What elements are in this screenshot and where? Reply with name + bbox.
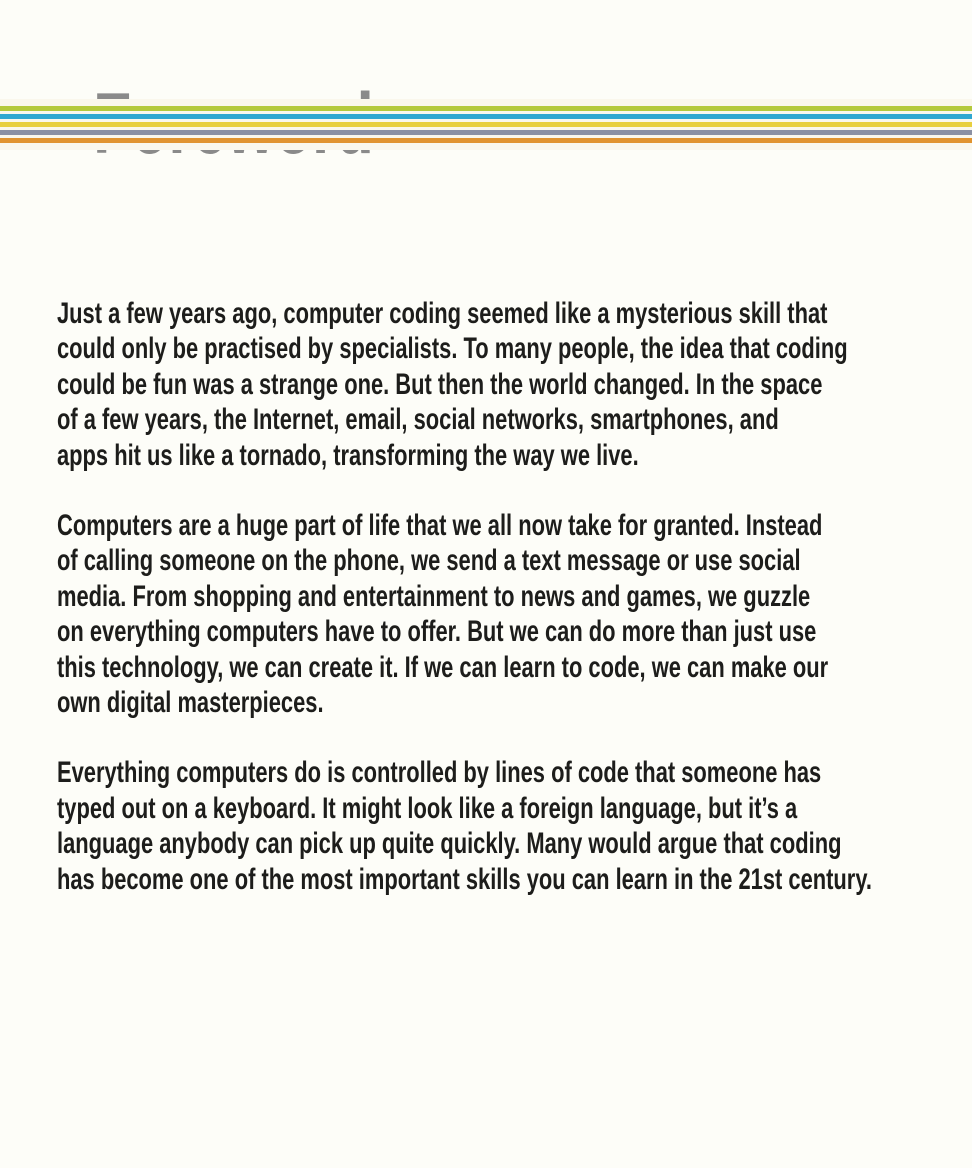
text-line: on everything computers have to offer. But we can do more than just use [57,615,817,649]
stripe-orange [0,138,972,143]
text-line: Just a few years ago, computer coding seemed like a mysterious skill that [57,297,828,330]
stripes [0,99,972,143]
text-line: Everything computers do is controlled by lines of code that someone has [57,756,822,790]
text-line: Computers are a huge part of life that we all now take for granted. Instead [57,509,823,543]
stripe-lime [0,106,972,111]
paragraph-1 [57,296,972,473]
stripe-blue [0,114,972,119]
text-line: has become one of the most important skills you can learn in the 21st century. [57,862,872,896]
stripe-gray [0,130,972,135]
paragraph-3 [57,755,972,897]
text-line: could be fun was a strange one. But then the world changed. In the space [57,367,823,401]
text-line: language anybody can pick up quite quickly. Many would argue that coding [57,827,842,861]
text-line: of a few years, the Internet, email, social networks, smartphones, and [57,403,779,437]
text-line: this technology, we can create it. If we can learn to code, we can make our [57,650,829,684]
text-line: of calling someone on the phone, we send a text message or use social [57,544,801,578]
text-line: media. From shopping and entertainment to news and games, we guzzle [57,579,811,613]
text-line: own digital masterpieces. [57,686,324,720]
body-text [57,296,972,932]
stripe-band [0,99,972,150]
text-line: could only be practised by specialists. To many people, the idea that coding [57,332,848,366]
stripe-yellow [0,122,972,127]
paragraph-2 [57,508,972,720]
text-line: typed out on a keyboard. It might look like a foreign language, but it’s a [57,791,798,825]
text-line: apps hit us like a tornado, transforming the way we live. [57,438,639,472]
